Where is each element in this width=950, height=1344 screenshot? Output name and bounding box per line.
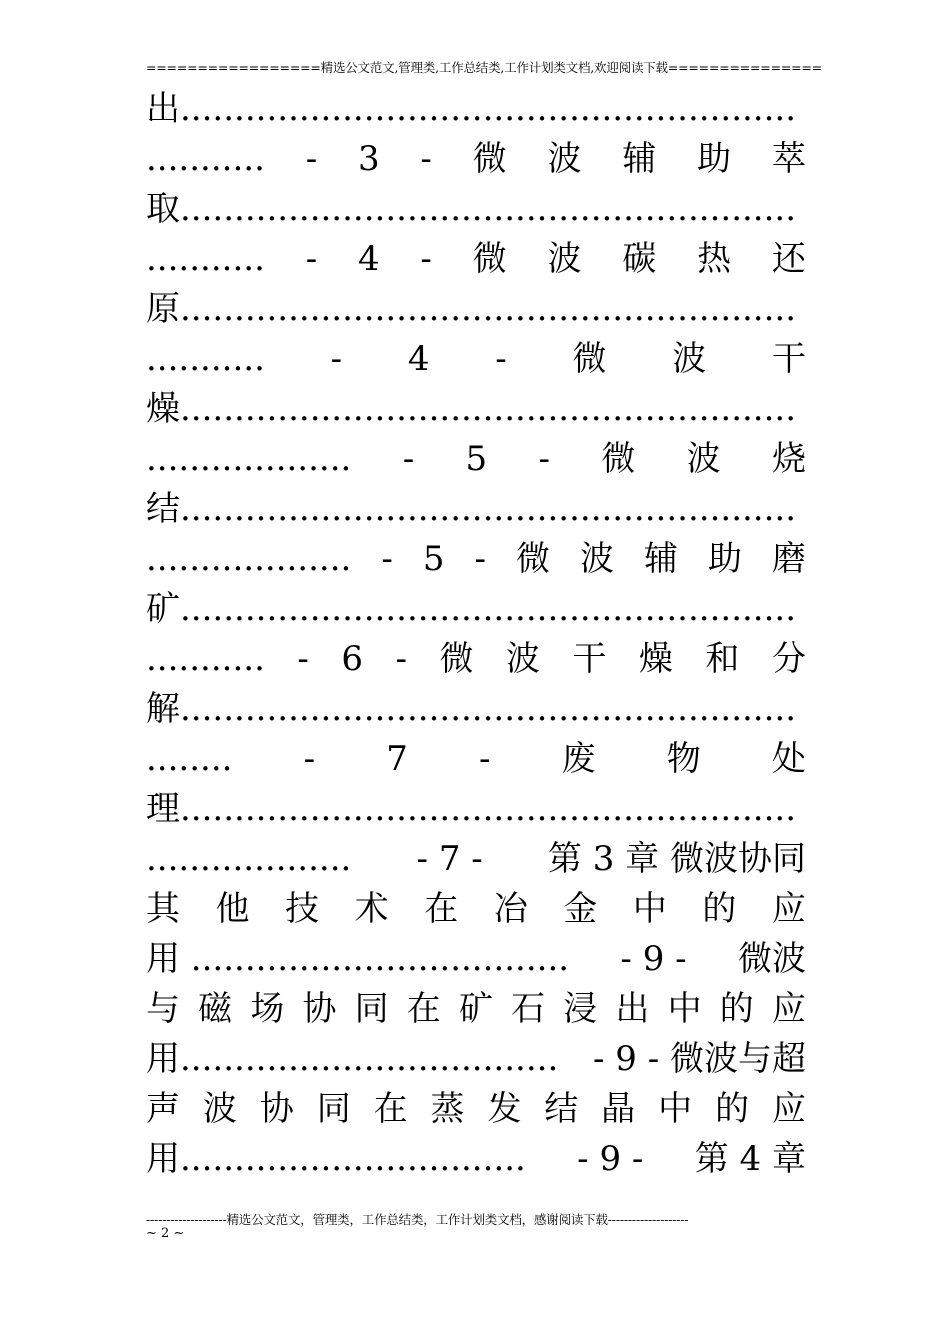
toc-segment: 结 bbox=[544, 1089, 579, 1129]
toc-segment: 的 bbox=[702, 889, 737, 929]
toc-segment: 取......................................................... bbox=[146, 189, 797, 229]
toc-line bbox=[146, 934, 806, 984]
toc-segment: - 9 - 微波与超 bbox=[592, 1039, 806, 1079]
toc-segment: 波 bbox=[547, 139, 582, 179]
toc-line bbox=[146, 1134, 806, 1184]
toc-segment: 微 bbox=[516, 539, 550, 579]
toc-segment: 热 bbox=[697, 239, 732, 279]
toc-segment: 波 bbox=[505, 639, 540, 679]
toc-segment: 波 bbox=[672, 339, 707, 379]
toc-segment: - bbox=[538, 439, 550, 479]
toc-segment: ................... bbox=[146, 439, 352, 479]
toc-segment: 的 bbox=[715, 1089, 750, 1129]
toc-segment: 同 bbox=[354, 989, 389, 1029]
toc-segment: 碳 bbox=[622, 239, 657, 279]
toc-segment: 出......................................................... bbox=[146, 89, 797, 129]
toc-segment: 中 bbox=[632, 889, 667, 929]
toc-segment: 助 bbox=[708, 539, 742, 579]
toc-segment: 用................................ bbox=[146, 1139, 526, 1179]
toc-segment: 同 bbox=[316, 1089, 351, 1129]
toc-line bbox=[146, 984, 806, 1034]
toc-segment: ........... bbox=[146, 339, 265, 379]
toc-segment: 助 bbox=[697, 139, 732, 179]
toc-segment: 废 bbox=[561, 739, 596, 779]
toc-segment: 4 bbox=[407, 339, 430, 379]
toc-segment: ........... bbox=[146, 139, 265, 179]
toc-line bbox=[146, 284, 806, 334]
toc-line bbox=[146, 434, 806, 484]
toc-segment: - bbox=[479, 739, 491, 779]
toc-line bbox=[146, 734, 806, 784]
toc-segment: 石 bbox=[511, 989, 546, 1029]
toc-segment: 术 bbox=[354, 889, 389, 929]
toc-segment: - 7 - bbox=[416, 839, 483, 879]
page-footer: --------------------精选公文范文，管理类，工作总结类，工作计划类文档，感谢阅读下载-------------------- bbox=[146, 1212, 689, 1227]
toc-segment: 矿......................................................... bbox=[146, 589, 797, 629]
toc-segment: - bbox=[420, 239, 432, 279]
toc-segment: 其 bbox=[146, 889, 180, 929]
toc-segment: 5 bbox=[465, 439, 488, 479]
toc-segment: 出 bbox=[615, 989, 650, 1029]
toc-segment: 微 bbox=[472, 139, 507, 179]
toc-line bbox=[146, 184, 806, 234]
toc-segment: 晶 bbox=[601, 1089, 636, 1129]
toc-segment: 中 bbox=[658, 1089, 693, 1129]
toc-segment: 和 bbox=[705, 639, 740, 679]
toc-segment: - bbox=[303, 739, 316, 779]
toc-segment: 原......................................................... bbox=[146, 289, 797, 329]
toc-segment: 萃 bbox=[771, 139, 806, 179]
toc-segment: 技 bbox=[285, 889, 320, 929]
toc-segment: 7 bbox=[386, 739, 408, 779]
toc-segment: 的 bbox=[719, 989, 754, 1029]
toc-segment: 波 bbox=[580, 539, 614, 579]
toc-segment: 用 ................................... bbox=[146, 939, 570, 979]
toc-segment: 磁 bbox=[198, 989, 233, 1029]
toc-line bbox=[146, 134, 806, 184]
toc-line bbox=[146, 884, 806, 934]
toc-segment: 场 bbox=[250, 989, 285, 1029]
toc-segment: 波 bbox=[686, 439, 721, 479]
toc-line bbox=[146, 384, 806, 434]
toc-line bbox=[146, 534, 806, 584]
toc-segment: - bbox=[305, 239, 318, 279]
toc-segment: 与 bbox=[146, 989, 180, 1029]
toc-segment: 微 bbox=[572, 339, 607, 379]
toc-segment: - bbox=[395, 639, 407, 679]
toc-segment: 应 bbox=[771, 889, 806, 929]
toc-segment: 第 4 章 bbox=[694, 1139, 806, 1179]
toc-segment: 4 bbox=[357, 239, 380, 279]
toc-segment: 辅 bbox=[622, 139, 657, 179]
toc-segment: - 9 - bbox=[620, 939, 687, 979]
toc-segment: - bbox=[330, 339, 343, 379]
toc-segment: ................... bbox=[146, 839, 352, 879]
toc-segment: 波 bbox=[547, 239, 582, 279]
toc-segment: - bbox=[420, 139, 432, 179]
toc-segment: 分 bbox=[771, 639, 806, 679]
toc-segment: 物 bbox=[666, 739, 701, 779]
toc-segment: - bbox=[402, 439, 415, 479]
toc-segment: 在 bbox=[406, 989, 441, 1029]
page-header: =================精选公文范文,管理类,工作总结类,工作计划类文档,欢迎阅读下载=============== bbox=[146, 60, 822, 75]
toc-segment: 金 bbox=[563, 889, 598, 929]
toc-line bbox=[146, 84, 806, 134]
toc-segment: 在 bbox=[373, 1089, 408, 1129]
toc-segment: 协 bbox=[302, 989, 337, 1029]
toc-segment: 微 bbox=[472, 239, 507, 279]
toc-segment: 矿 bbox=[458, 989, 493, 1029]
toc-segment: 干 bbox=[771, 339, 806, 379]
toc-segment: - bbox=[474, 539, 486, 579]
toc-segment: ........... bbox=[146, 239, 265, 279]
toc-segment: 处 bbox=[771, 739, 806, 779]
toc-segment: 理......................................................... bbox=[146, 789, 797, 829]
toc-line bbox=[146, 1084, 806, 1134]
toc-segment: 燥......................................................... bbox=[146, 389, 797, 429]
toc-segment: 他 bbox=[215, 889, 250, 929]
toc-segment: - bbox=[495, 339, 507, 379]
toc-line bbox=[146, 1034, 806, 1084]
toc-segment: 还 bbox=[771, 239, 806, 279]
toc-segment: 用................................... bbox=[146, 1039, 559, 1079]
toc-segment: 烧 bbox=[771, 439, 806, 479]
toc-segment: 辅 bbox=[644, 539, 678, 579]
toc-line bbox=[146, 684, 806, 734]
toc-segment: 干 bbox=[572, 639, 607, 679]
toc-segment: 应 bbox=[771, 1089, 806, 1129]
toc-segment: 5 bbox=[422, 539, 445, 579]
toc-segment: 磨 bbox=[772, 539, 806, 579]
toc-segment: 6 bbox=[341, 639, 363, 679]
toc-segment: - bbox=[297, 639, 309, 679]
toc-segment: 应 bbox=[771, 989, 806, 1029]
toc-line bbox=[146, 484, 806, 534]
toc-segment: 声 bbox=[146, 1089, 180, 1129]
toc-segment: - 9 - bbox=[577, 1139, 644, 1179]
toc-segment: ........... bbox=[146, 639, 265, 679]
toc-segment: 波 bbox=[202, 1089, 237, 1129]
toc-segment: 在 bbox=[424, 889, 459, 929]
toc-line bbox=[146, 634, 806, 684]
toc-segment: 发 bbox=[487, 1089, 522, 1129]
toc-segment: ................... bbox=[146, 539, 352, 579]
toc-segment: 第 3 章 微波协同 bbox=[547, 839, 806, 879]
toc-line bbox=[146, 834, 806, 884]
toc-segment: 3 bbox=[357, 139, 380, 179]
toc-segment: 蒸 bbox=[430, 1089, 465, 1129]
toc-segment: - bbox=[381, 539, 393, 579]
toc-segment: 协 bbox=[259, 1089, 294, 1129]
toc-segment: 燥 bbox=[638, 639, 673, 679]
toc-segment: 中 bbox=[667, 989, 702, 1029]
table-of-contents bbox=[146, 84, 806, 1184]
toc-segment: 微 bbox=[601, 439, 636, 479]
toc-line bbox=[146, 234, 806, 284]
toc-segment: 结......................................................... bbox=[146, 489, 797, 529]
toc-line bbox=[146, 584, 806, 634]
toc-segment: 浸 bbox=[563, 989, 598, 1029]
toc-segment: ........ bbox=[146, 739, 233, 779]
page-number: ~ 2 ~ bbox=[146, 1226, 185, 1241]
toc-segment: 微波 bbox=[738, 939, 806, 979]
toc-segment: 微 bbox=[439, 639, 474, 679]
toc-segment: 解......................................................... bbox=[146, 689, 797, 729]
toc-segment: - bbox=[305, 139, 318, 179]
toc-line bbox=[146, 334, 806, 384]
toc-line bbox=[146, 784, 806, 834]
toc-segment: 冶 bbox=[493, 889, 528, 929]
